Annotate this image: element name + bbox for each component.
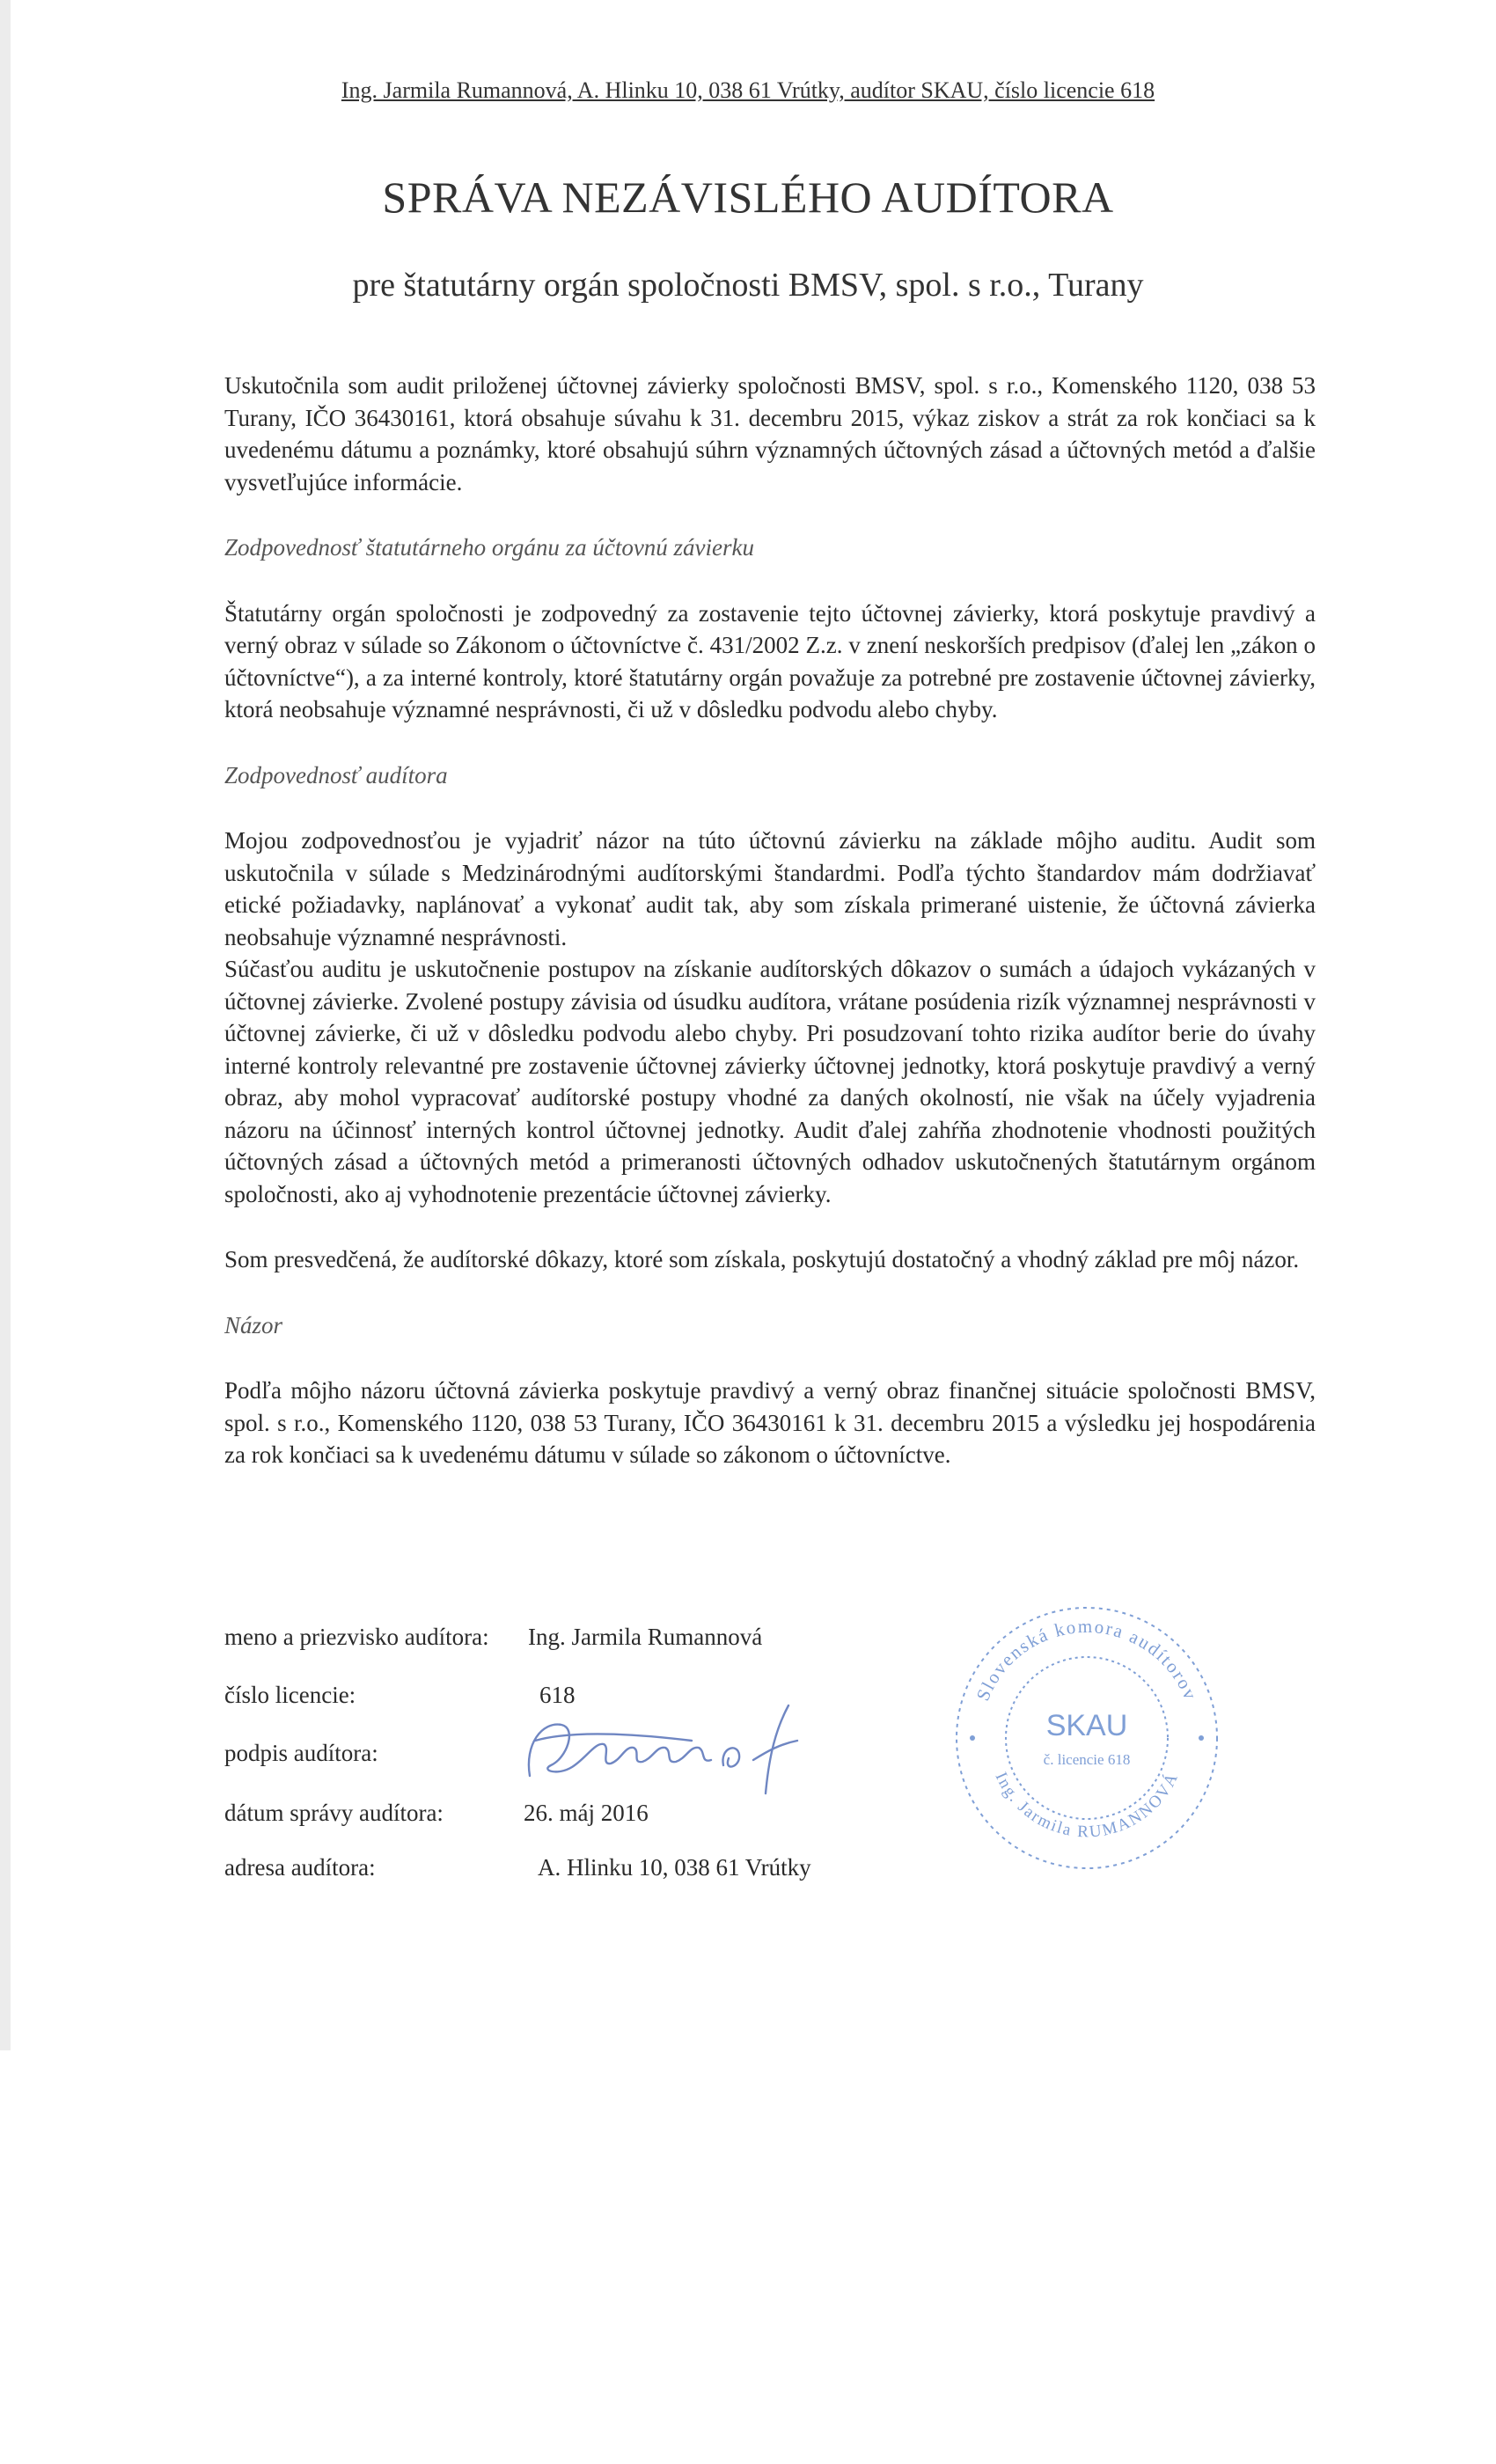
stamp-dot-right xyxy=(1199,1735,1204,1741)
stamp-seal xyxy=(946,1597,1228,1879)
auditor-header: Ing. Jarmila Rumannová, A. Hlinku 10, 038 61 Vrútky, audítor SKAU, číslo licencie 618 xyxy=(341,77,1155,103)
auditor-name-label: meno a priezvisko audítora: xyxy=(224,1624,489,1650)
auditor-stamp xyxy=(946,1597,1228,1883)
address-value: A. Hlinku 10, 038 61 Vrútky xyxy=(538,1854,811,1881)
license-value: 618 xyxy=(539,1682,576,1708)
stamp-dot-left xyxy=(970,1735,975,1741)
auditor-paragraph-3: Som presvedčená, že audítorské dôkazy, ktoré som získala, poskytujú dostatočný a vhodný základ pre môj názor. xyxy=(224,1246,1300,1272)
auditor-name-value: Ing. Jarmila Rumannová xyxy=(528,1624,763,1650)
scan-edge xyxy=(0,0,11,2050)
page-subtitle: pre štatutárny orgán spoločnosti BMSV, spol. s r.o., Turany xyxy=(352,267,1144,304)
stamp-logo: SKAU xyxy=(1045,1709,1128,1742)
signature-drawing xyxy=(519,1690,810,1804)
handwritten-signature xyxy=(519,1690,810,1808)
opinion-paragraph: Podľa môjho názoru účtovná závierka poskytuje pravdivý a verný obraz finančnej situácie spoločnosti BMSV, spol. s r.o., Komenského 1120, 038 53 Turany, IČO 36430161 k 31. decembru 2015 a výsledku jej hospodárenia za rok končiaci sa k uvedenému dátumu v súlade so zákonom o účtovníctve. xyxy=(224,1377,1316,1468)
auditor-heading: Zodpovednosť audítora xyxy=(224,761,448,788)
date-label: dátum správy audítora: xyxy=(224,1800,444,1826)
opinion-heading: Názor xyxy=(224,1311,283,1338)
statutory-paragraph: Štatutárny orgán spoločnosti je zodpovedný za zostavenie tejto účtovnej závierky, ktorá poskytuje pravdivý a verný obraz v súlade so Zákonom o účtovníctve č. 431/2002 Z.z. v znení neskorších predpisov (ďalej len „zákon o účtovníctve“), a za interné kontroly, ktoré štatutárny orgán považuje za potrebné pre zostavenie účtovnej závierky, ktorá neobsahuje významné nesprávnosti, či už v dôsledku podvodu alebo chyby. xyxy=(224,599,1316,722)
stamp-license: č. licencie 618 xyxy=(1043,1751,1131,1768)
report-body xyxy=(224,370,1316,1471)
address-label: adresa audítora: xyxy=(224,1854,376,1881)
intro-paragraph: Uskutočnila som audit priloženej účtovnej závierky spoločnosti BMSV, spol. s r.o., Komenského 1120, 038 53 Turany, IČO 36430161, ktorá obsahuje súvahu k 31. decembru 2015, výkaz ziskov a strát za rok končiaci sa k uvedenému dátumu a poznámky, ktoré obsahujú súhrn významných účtovných zásad a účtovných metód a ďalšie vysvetľujúce informácie. xyxy=(224,372,1316,495)
page-title: SPRÁVA NEZÁVISLÉHO AUDÍTORA xyxy=(382,172,1114,222)
stamp-bottom-text: Ing. Jarmila RUMANNOVÁ xyxy=(991,1769,1183,1842)
stamp-ring-text: Slovenská komora audítorov xyxy=(972,1615,1202,1705)
statutory-heading: Zodpovednosť štatutárneho orgánu za účtovnú závierku xyxy=(224,534,755,561)
license-label: číslo licencie: xyxy=(224,1682,356,1708)
auditor-paragraph-1: Mojou zodpovednosťou je vyjadriť názor na túto účtovnú závierku na základe môjho auditu. Audit som uskutočnila v súlade s Medzinárodnými audítorskými štandardmi. Podľa týchto štandardov mám dodržiavať etické požiadavky, naplánovať a vykonať audit tak, aby som získala primerané uistenie, že účtovná závierka neobsahuje významné nesprávnosti. xyxy=(224,827,1316,950)
auditor-paragraph-2: Súčasťou auditu je uskutočnenie postupov na získanie audítorských dôkazov o sumách a údajoch vykázaných v účtovnej závierke. Zvolené postupy závisia od úsudku audítora, vrátane posúdenia rizík významnej nesprávnosti v účtovnej závierke, či už v dôsledku podvodu alebo chyby. Pri posudzovaní tohto rizika audítor berie do úvahy interné kontroly relevantné pre zostavenie účtovnej závierky účtovnej jednotky, ktorá poskytuje pravdivý a verný obraz, aby mohol vypracovať audítorské postupy vhodné za daných okolností, nie však na účely vyjadrenia názoru na účinnosť interných kontrol účtovnej jednotky. Audit ďalej zahŕňa zhodnotenie vhodnosti použitých účtovných zásad a účtovných metód a primeranosti účtovných odhadov uskutočnených štatutárnym orgánom spoločnosti, ako aj vyhodnotenie prezentácie účtovnej závierky. xyxy=(224,956,1316,1207)
date-value: 26. máj 2016 xyxy=(524,1800,649,1826)
signature-label: podpis audítora: xyxy=(224,1740,378,1766)
